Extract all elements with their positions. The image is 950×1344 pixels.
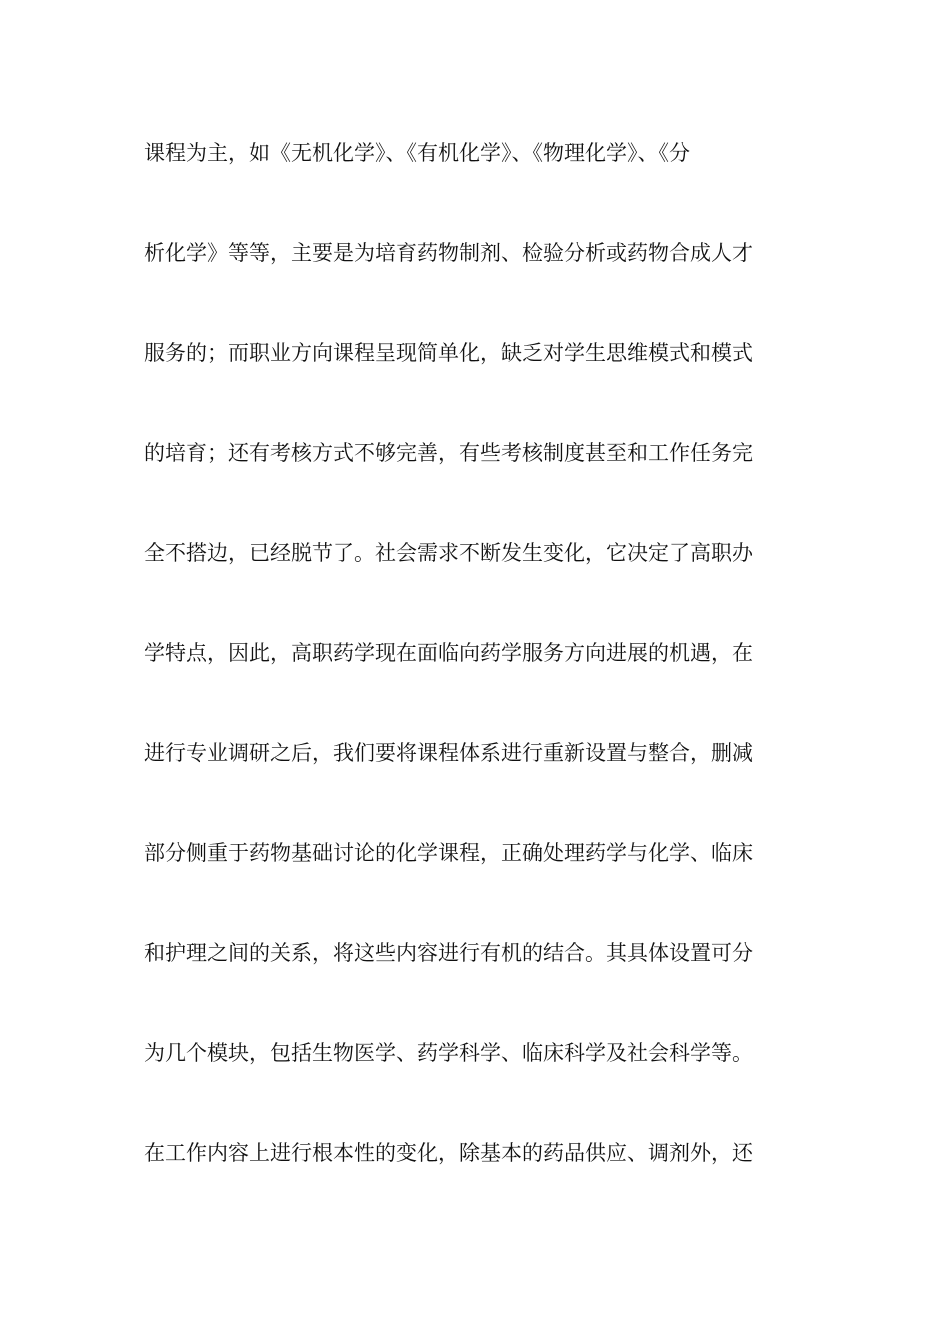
text-line: 部分侧重于药物基础讨论的化学课程，正确处理药学与化学、临床 [144,841,753,865]
text-line: 在工作内容上进行根本性的变化，除基本的药品供应、调剂外，还 [144,1141,753,1165]
body-text [144,128,814,1228]
text-line: 和护理之间的关系，将这些内容进行有机的结合。其具体设置可分 [144,941,753,965]
text-line: 课程为主，如《无机化学》、《有机化学》、《物理化学》、《分 [144,141,690,165]
text-line: 全不搭边，已经脱节了。社会需求不断发生变化，它决定了高职办 [144,541,753,565]
text-line: 为几个模块，包括生物医学、药学科学、临床科学及社会科学等。 [144,1041,753,1065]
text-line: 析化学》等等，主要是为培育药物制剂、检验分析或药物合成人才 [144,241,753,265]
text-line: 进行专业调研之后，我们要将课程体系进行重新设置与整合，删减 [144,741,753,765]
text-line: 学特点，因此，高职药学现在面临向药学服务方向进展的机遇，在 [144,641,753,665]
text-line: 的培育；还有考核方式不够完善，有些考核制度甚至和工作任务完 [144,441,753,465]
text-line: 服务的；而职业方向课程呈现简单化，缺乏对学生思维模式和模式 [144,341,753,365]
